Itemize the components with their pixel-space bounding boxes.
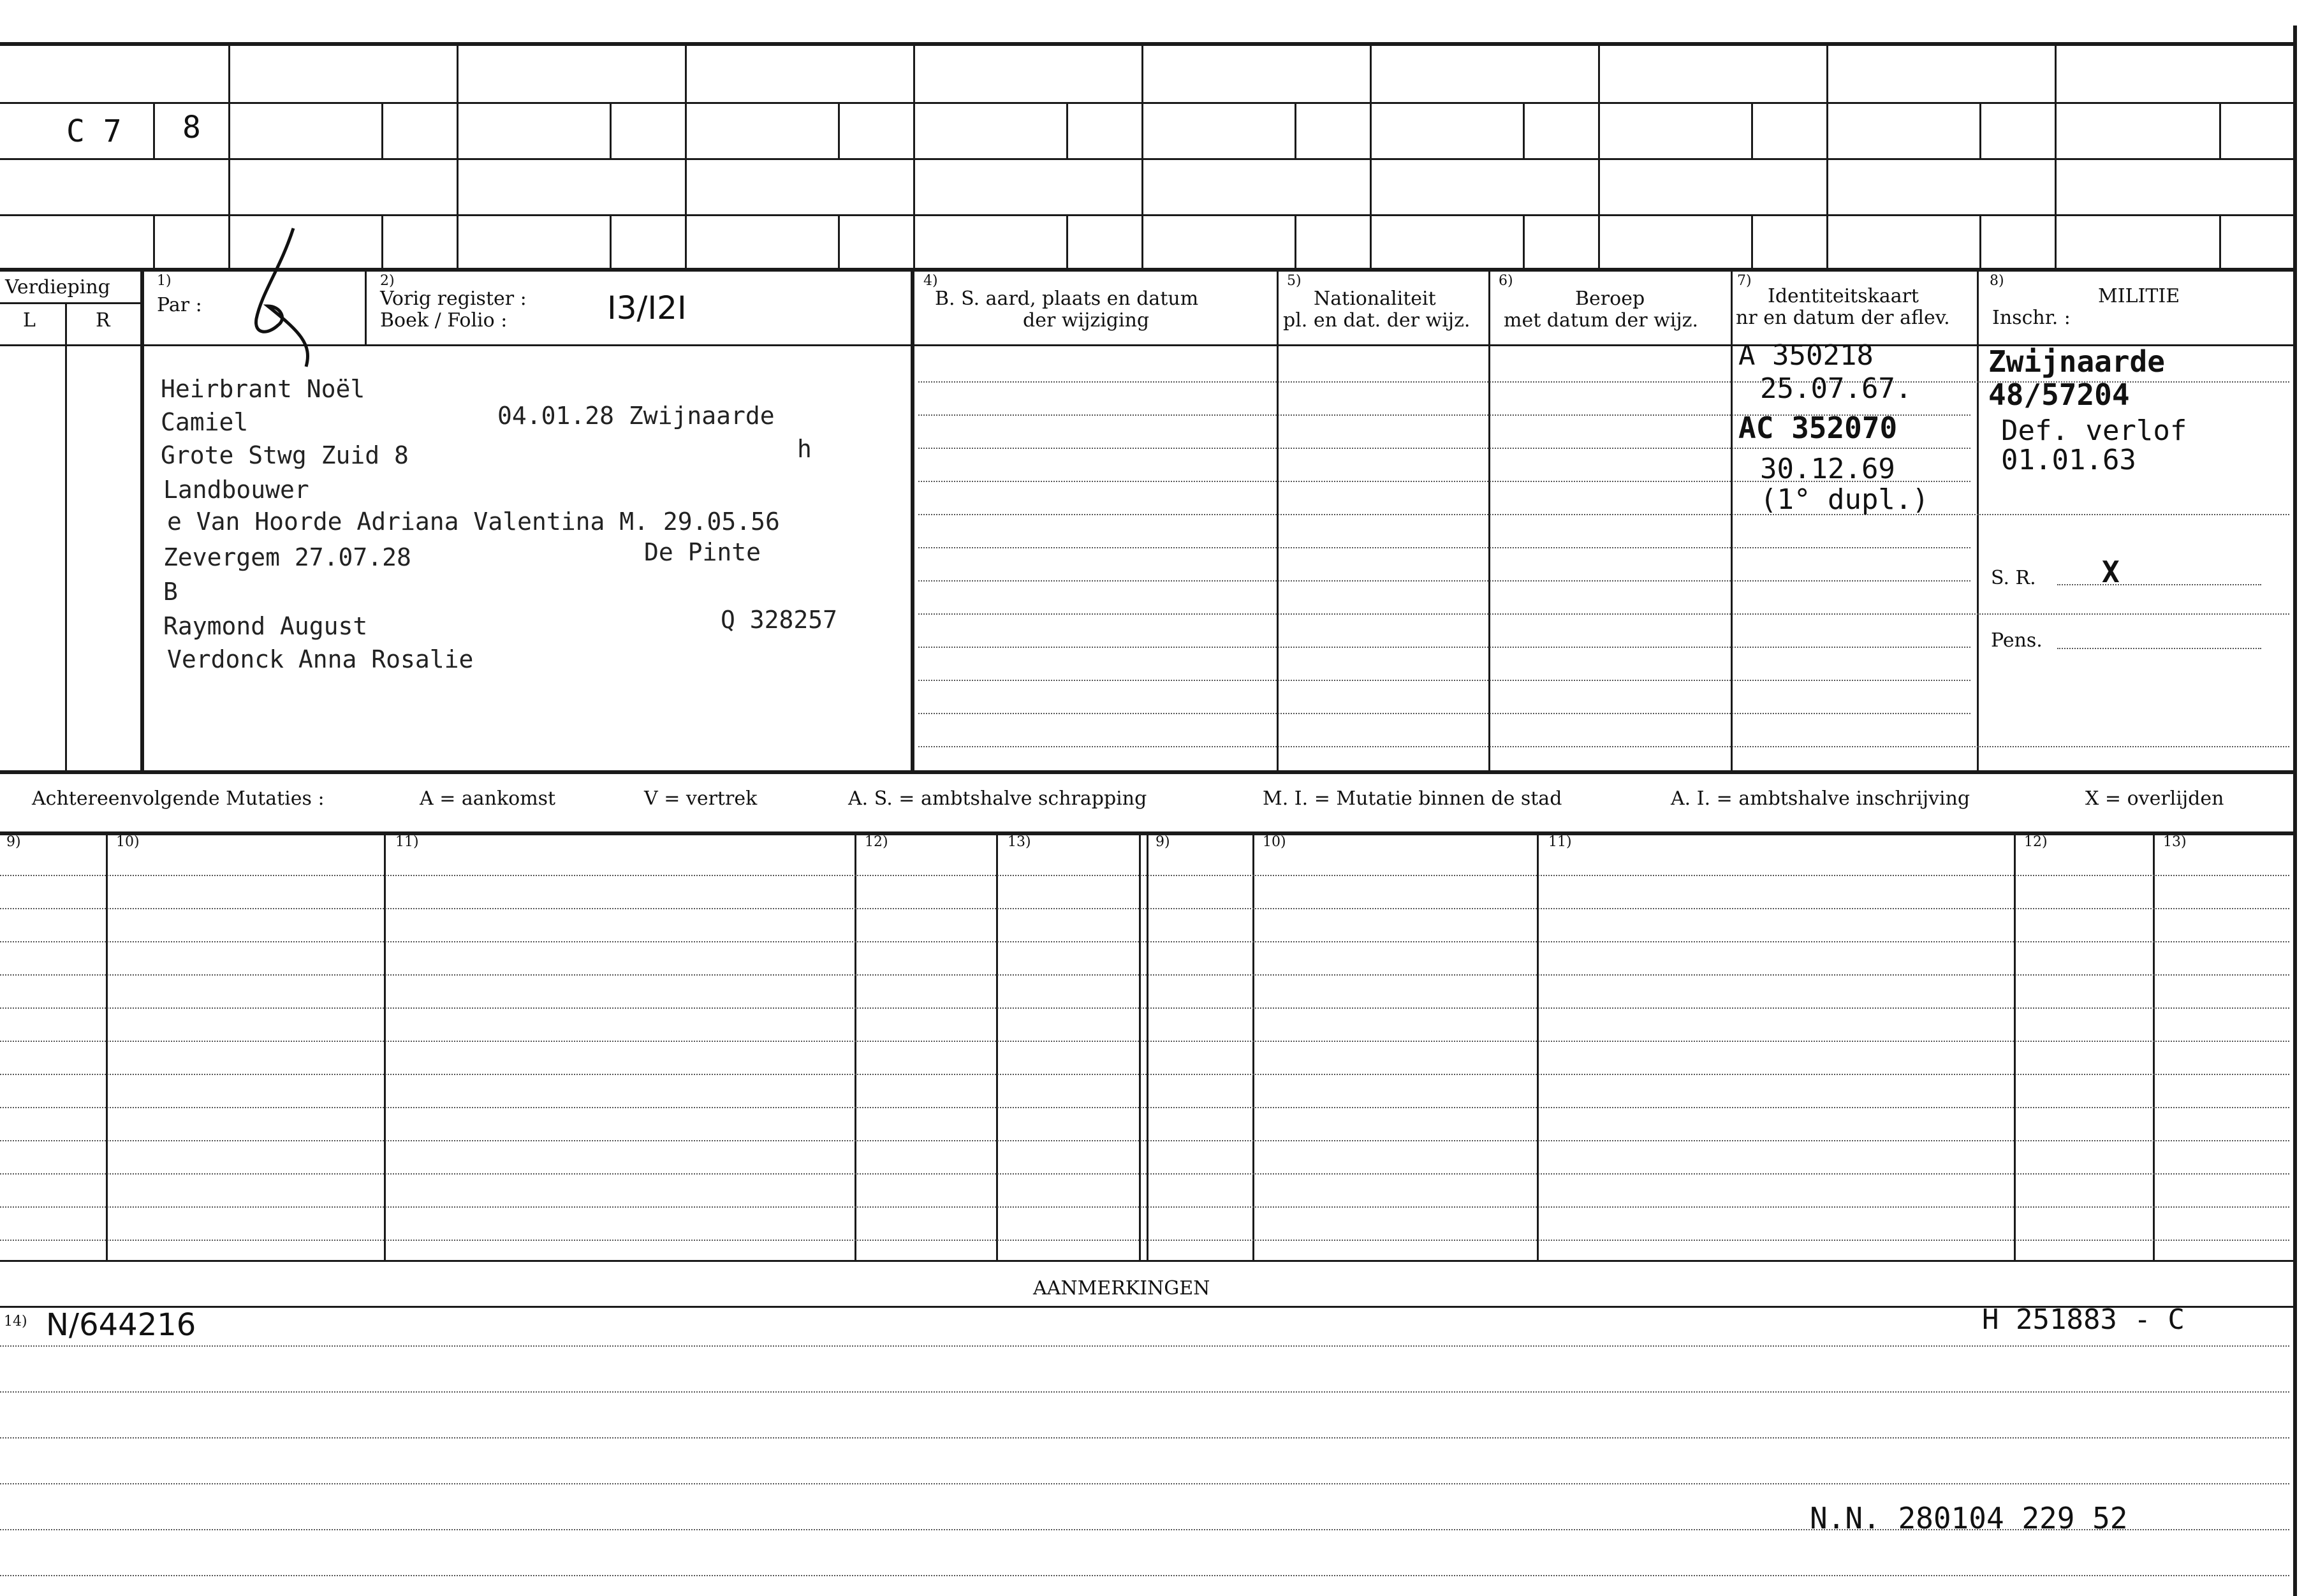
grid-minor-line (610, 102, 612, 158)
beroep-line2: met datum der wijz. (1504, 309, 1698, 332)
militie-value-1: Zwijnaarde (1988, 344, 2165, 379)
col-line (1488, 268, 1490, 772)
person-firstname: Camiel (161, 408, 249, 436)
grid-col-line (457, 42, 459, 269)
nat-line2: pl. en dat. der wijz. (1283, 309, 1471, 332)
col-line (1977, 268, 1979, 772)
r-label: R (96, 309, 110, 332)
remarks-line (0, 1483, 2289, 1484)
body-bottom-line (0, 770, 2293, 774)
mut-col-line (384, 831, 386, 1261)
ruled-line (918, 547, 1970, 548)
id-value-1: A 350218 (1738, 339, 1874, 372)
mut-col-line (1537, 831, 1539, 1261)
par-label: Par : (157, 294, 202, 316)
ruled-line (918, 514, 2289, 515)
mil-line1: MILITIE (2098, 285, 2180, 307)
sr-line (2057, 584, 2261, 585)
mut-row-line (0, 908, 2289, 909)
remarks-line (0, 1391, 2289, 1393)
mil-num: 8) (1990, 273, 2004, 289)
grid-minor-line (381, 214, 383, 268)
verdieping-split-line (0, 302, 142, 304)
mut-col-line (996, 831, 998, 1261)
mutaties-label: Achtereenvolgende Mutaties : (32, 787, 325, 810)
sr-value: X (2102, 555, 2120, 589)
right-border (2293, 26, 2297, 1596)
col-line (365, 268, 367, 346)
remarks-num: 14) (4, 1314, 27, 1329)
grid-minor-line (2219, 214, 2221, 268)
beroep-num: 6) (1499, 273, 1513, 289)
id-value-3: AC 352070 (1738, 411, 1898, 445)
mut-row-line (0, 1173, 2289, 1175)
par-checkmark (242, 223, 332, 376)
mut-col-line (1139, 831, 1141, 1261)
mutaties-a: A = aankomst (420, 787, 556, 810)
mut-row-line (0, 1074, 2289, 1075)
grid-minor-line (2219, 102, 2221, 158)
beroep-line1: Beroep (1575, 288, 1645, 310)
national-number: N.N. 280104 229 52 (1810, 1501, 2128, 1535)
mut-row-line (0, 1140, 2289, 1141)
grid-col-line (1141, 42, 1143, 269)
grid-minor-line (153, 214, 155, 268)
boek-value: I3/I2I (607, 289, 687, 326)
ruled-line (918, 746, 2289, 747)
mut-col-9b: 9) (1156, 834, 1170, 850)
grid-minor-line (1523, 102, 1525, 158)
id-line1: Identiteitskaart (1768, 285, 1919, 307)
mut-col-line (855, 831, 856, 1261)
person-b: B (163, 578, 178, 606)
top-code: C 7 (66, 113, 122, 149)
vorig-label: Vorig register : (380, 288, 527, 310)
header-bottom-line (0, 344, 2293, 346)
top-border (0, 42, 2296, 46)
ruled-line (918, 613, 2289, 615)
grid-minor-line (381, 102, 383, 158)
verdieping-label: Verdieping (5, 276, 110, 298)
mut-row-line (0, 941, 2289, 942)
mut-row-line (0, 1007, 2289, 1009)
remarks-title: AANMERKINGEN (1033, 1277, 1210, 1299)
person-surname: Heirbrant Noël (161, 375, 365, 403)
mut-col-12: 12) (865, 834, 888, 850)
col-line (911, 268, 914, 772)
nat-num: 5) (1287, 273, 1302, 289)
grid-minor-line (1751, 214, 1753, 268)
person-spouse: e Van Hoorde Adriana Valentina M. 29.05.56 (167, 508, 780, 536)
grid-col-line (228, 42, 230, 269)
mutaties-x: X = overlijden (2085, 787, 2224, 810)
ruled-line (918, 580, 1970, 582)
grid-minor-line (1295, 214, 1296, 268)
ruled-line (918, 448, 1970, 449)
lr-divider (65, 302, 67, 772)
mut-col-line (106, 831, 108, 1261)
mut-col-line (1252, 831, 1254, 1261)
mut-col-9: 9) (6, 834, 21, 850)
mut-row-line (0, 1206, 2289, 1208)
mut-col-10: 10) (116, 834, 140, 850)
grid-minor-line (1979, 102, 1981, 158)
grid-col-line (2055, 42, 2057, 269)
grid-col-line (1598, 42, 1600, 269)
grid-minor-line (1523, 214, 1525, 268)
l-label: L (23, 309, 36, 332)
grid-bottom-line (0, 268, 2296, 272)
person-spouse-birth: Zevergem 27.07.28 (163, 543, 411, 571)
person-address: Grote Stwg Zuid 8 (161, 441, 409, 469)
grid-row-line (0, 214, 2296, 216)
grid-minor-line (1979, 214, 1981, 268)
pens-line (2057, 648, 2261, 649)
grid-row-line (0, 158, 2296, 160)
mutaties-as: A. S. = ambtshalve schrapping (848, 787, 1147, 810)
grid-minor-line (153, 102, 155, 158)
mut-col-line (1147, 831, 1148, 1261)
remarks-line (0, 1437, 2289, 1439)
pens-label: Pens. (1991, 629, 2043, 652)
remarks-right: H 251883 - C (1982, 1303, 2185, 1336)
mut-row-line (0, 1240, 2289, 1241)
id-value-4: 30.12.69 (1760, 453, 1895, 485)
person-spouse-place: De Pinte (644, 538, 761, 566)
person-q: Q 328257 (721, 606, 838, 634)
person-profession: Landbouwer (163, 476, 309, 504)
grid-minor-line (1295, 102, 1296, 158)
person-father: Raymond August (163, 612, 368, 640)
grid-minor-line (838, 102, 840, 158)
mut-col-line (2014, 831, 2016, 1261)
par-num: 1) (157, 273, 172, 289)
col-line (1731, 268, 1733, 772)
grid-col-line (1826, 42, 1828, 269)
mutaties-ai: A. I. = ambtshalve inschrijving (1671, 787, 1970, 810)
grid-row-line (0, 102, 2296, 104)
militie-value-2: 48/57204 (1988, 377, 2130, 412)
grid-col-line (685, 42, 687, 269)
grid-minor-line (1751, 102, 1753, 158)
col-line (1277, 268, 1279, 772)
mil-line2: Inschr. : (1992, 307, 2071, 329)
mut-row-line (0, 1041, 2289, 1042)
person-birth: 04.01.28 Zwijnaarde (497, 402, 775, 430)
mut-row-line (0, 974, 2289, 976)
vorig-num: 2) (380, 273, 395, 289)
mut-row-line (0, 875, 2289, 876)
mut-col-13: 13) (1008, 834, 1031, 850)
bs-line1: B. S. aard, plaats en datum (935, 288, 1199, 310)
mutaties-mi: M. I. = Mutatie binnen de stad (1263, 787, 1562, 810)
grid-minor-line (1066, 214, 1068, 268)
mutaties-v: V = vertrek (644, 787, 758, 810)
boek-label: Boek / Folio : (380, 309, 508, 332)
ruled-line (918, 680, 1970, 681)
sr-label: S. R. (1991, 567, 2036, 589)
mut-col-10b: 10) (1263, 834, 1286, 850)
remarks-value: N/644216 (46, 1307, 196, 1343)
id-value-5: (1° dupl.) (1760, 483, 1929, 516)
col-line (140, 268, 144, 772)
nat-line1: Nationaliteit (1314, 288, 1436, 310)
grid-minor-line (610, 214, 612, 268)
grid-minor-line (838, 214, 840, 268)
militie-value-4: 01.01.63 (2001, 444, 2136, 476)
grid-col-line (913, 42, 915, 269)
person-mother: Verdonck Anna Rosalie (167, 645, 474, 673)
grid-col-line (1370, 42, 1372, 269)
mut-col-11b: 11) (1548, 834, 1572, 850)
remarks-line (0, 1345, 2289, 1347)
remarks-line (0, 1575, 2289, 1576)
grid-minor-line (1066, 102, 1068, 158)
id-value-2: 25.07.67. (1760, 372, 1912, 405)
remarks-top-line (0, 1306, 2293, 1308)
person-h: h (797, 435, 812, 463)
top-number: 8 (182, 110, 201, 145)
mut-col-line (2153, 831, 2155, 1261)
id-num: 7) (1737, 273, 1752, 289)
ruled-line (918, 647, 1970, 648)
bs-num: 4) (923, 273, 938, 289)
mut-col-12b: 12) (2024, 834, 2048, 850)
militie-value-3: Def. verlof (2001, 414, 2187, 447)
mut-col-13b: 13) (2163, 834, 2187, 850)
mut-col-11: 11) (395, 834, 419, 850)
mut-row-line (0, 1107, 2289, 1108)
ruled-line (918, 713, 1970, 714)
id-line2: nr en datum der aflev. (1736, 307, 1950, 329)
bs-line2: der wijziging (1023, 309, 1150, 332)
